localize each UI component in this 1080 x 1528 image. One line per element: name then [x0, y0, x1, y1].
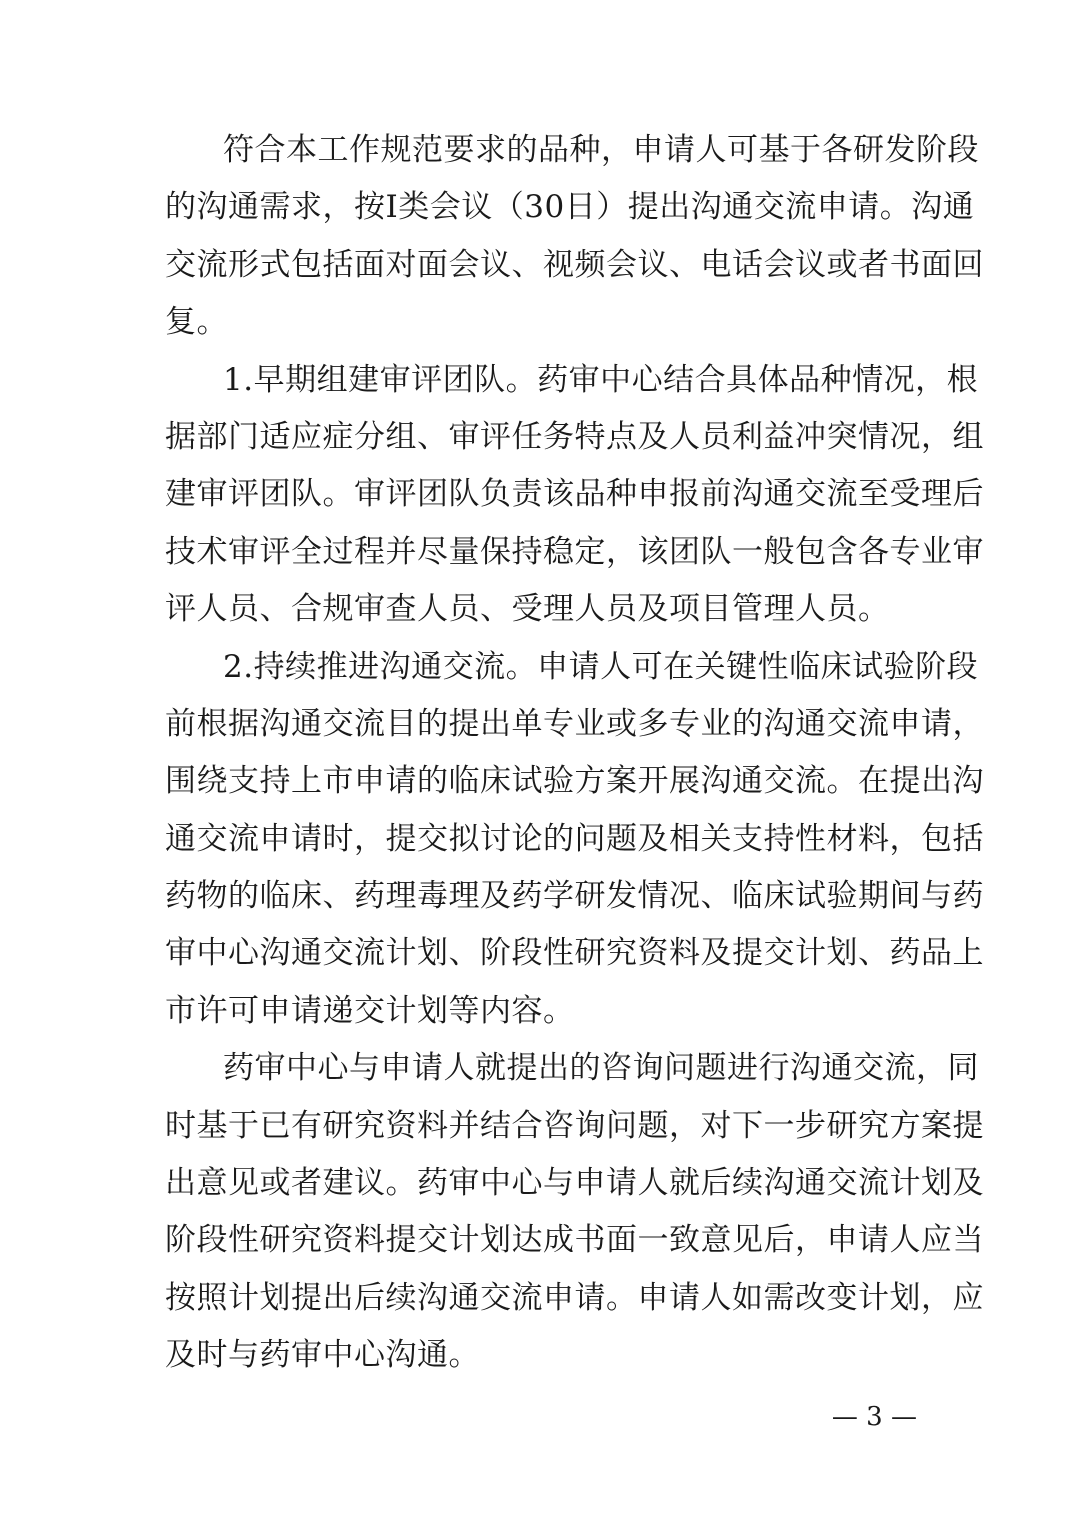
text-line: 评人员、合规审查人员、受理人员及项目管理人员。: [165, 591, 890, 628]
text-line: 据部门适应症分组、审评任务特点及人员利益冲突情况，组: [165, 418, 984, 455]
text-line: 出意见或者建议。药审中心与申请人就后续沟通交流计划及: [165, 1165, 984, 1202]
text-line: 通交流申请时，提交拟讨论的问题及相关支持性材料，包括: [165, 820, 984, 857]
text-line: 时基于已有研究资料并结合咨询问题，对下一步研究方案提: [165, 1107, 984, 1144]
text-line: 围绕支持上市申请的临床试验方案开展沟通交流。在提出沟: [165, 763, 984, 800]
text-line: 2.持续推进沟通交流。申请人可在关键性临床试验阶段: [223, 648, 979, 685]
page-number: — 3 —: [831, 1402, 917, 1432]
text-line: 前根据沟通交流目的提出单专业或多专业的沟通交流申请，: [165, 705, 984, 742]
text-line: 建审评团队。审评团队负责该品种申报前沟通交流至受理后: [165, 476, 984, 513]
text-line: 技术审评全过程并尽量保持稳定，该团队一般包含各专业审: [165, 533, 984, 570]
text-line: 复。: [165, 304, 228, 341]
text-line: 药审中心与申请人就提出的咨询问题进行沟通交流，同: [223, 1050, 979, 1087]
text-line: 审中心沟通交流计划、阶段性研究资料及提交计划、药品上: [165, 935, 984, 972]
text-line: 的沟通需求，按Ⅰ类会议（30日）提出沟通交流申请。沟通: [165, 189, 975, 226]
text-line: 1.早期组建审评团队。药审中心结合具体品种情况，根: [223, 361, 979, 398]
text-line: 符合本工作规范要求的品种，申请人可基于各研发阶段: [223, 132, 979, 168]
text-line: 药物的临床、药理毒理及药学研发情况、临床试验期间与药: [165, 878, 984, 915]
text-line: 按照计划提出后续沟通交流申请。申请人如需改变计划，应: [165, 1279, 984, 1316]
text-line: 阶段性研究资料提交计划达成书面一致意见后，申请人应当: [165, 1222, 984, 1259]
text-line: 及时与药审中心沟通。: [165, 1337, 480, 1374]
text-line: 交流形式包括面对面会议、视频会议、电话会议或者书面回: [165, 246, 984, 283]
text-line: 市许可申请递交计划等内容。: [165, 992, 575, 1029]
document-body: [165, 122, 984, 1385]
